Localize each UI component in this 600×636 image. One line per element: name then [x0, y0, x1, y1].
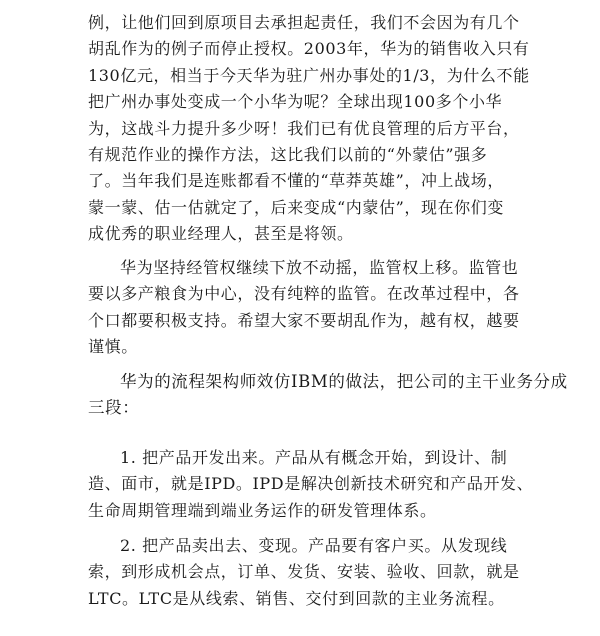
- text-line: 成优秀的职业经理人，甚至是将领。: [88, 224, 354, 244]
- text-line: 例，让他们回到原项目去承担起责任，我们不会因为有几个: [88, 13, 520, 32]
- paragraph-management-rights: [88, 255, 520, 361]
- text-line: 谨慎。: [88, 337, 138, 357]
- text-line: 了。当年我们是连账都看不懂的“草莽英雄”，冲上战场，: [88, 171, 504, 191]
- text-line: 华为坚持经管权继续下放不动摇，监管权上移。监管也: [120, 258, 519, 277]
- text-line: 三段：: [88, 398, 140, 418]
- text-line: 个口都要积极支持。希望大家不要胡乱作为，越有权，越要: [88, 310, 520, 330]
- text-line: 要以多产粮食为中心，没有纯粹的监管。在改革过程中，各: [88, 284, 520, 304]
- text-line: 胡乱作为的例子而停止授权。2003年，华为的销售收入只有: [88, 39, 530, 59]
- paragraph-process-architecture: [88, 369, 568, 422]
- paragraph-ipd: [88, 445, 534, 524]
- text-line: 生命周期管理端到端业务运作的研发管理体系。: [88, 500, 437, 520]
- text-line: 华为的流程架构师效仿IBM的做法，把公司的主干业务分成: [120, 372, 568, 391]
- text-line: 把广州办事处变成一个小华为呢？全球出现100多个小华: [88, 92, 503, 112]
- text-line: 为，这战斗力提升多少呀！我们已有优良管理的后方平台，: [88, 118, 520, 138]
- text-line: 130亿元，相当于今天华为驻广州办事处的1/3，为什么不能: [88, 65, 530, 85]
- text-line: LTC。LTC是从线索、销售、交付到回款的主业务流程。: [88, 588, 505, 608]
- text-line: 2. 把产品卖出去、变现。产品要有客户买。从发现线: [120, 536, 508, 555]
- paragraph-ltc: [88, 533, 520, 612]
- paragraph-authorization: [88, 10, 530, 248]
- text-line: 索，到形成机会点，订单、发货、安装、验收、回款，就是: [88, 562, 520, 582]
- text-line: 有规范作业的操作方法，这比我们以前的“外蒙估”强多: [88, 145, 488, 165]
- text-line: 造、面市，就是IPD。IPD是解决创新技术研究和产品开发、: [88, 474, 534, 494]
- text-line: 1. 把产品开发出来。产品从有概念开始，到设计、制: [120, 448, 508, 467]
- text-line: 蒙一蒙、估一估就定了，后来变成“内蒙估”，现在你们变: [88, 197, 504, 217]
